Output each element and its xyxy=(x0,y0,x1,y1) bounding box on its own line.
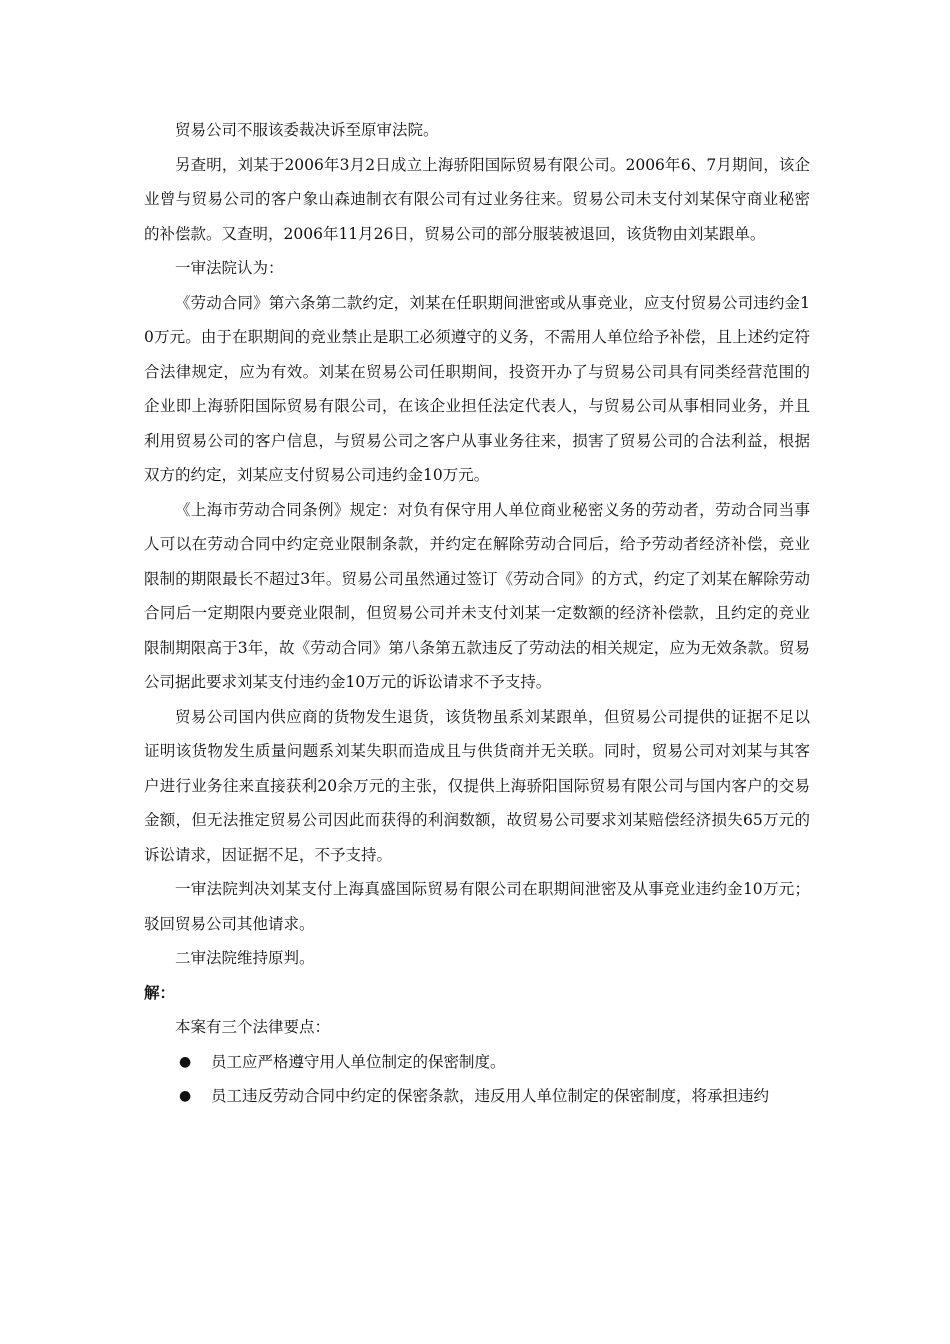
paragraph-returned-goods: 贸易公司国内供应商的货物发生退货，该货物虽系刘某跟单，但贸易公司提供的证据不足以证明该货物发生质量问题系刘某失职而造成且与供货商并无关联。同时，贸易公司对刘某与其客户进行业务往来直接获利20余万元的主张，仅提供上海骄阳国际贸易有限公司与国内客户的交易金额，但无法推定贸易公司因此而获得的利润数额，故贸易公司要求刘某赔偿经济损失65万元的诉讼请求，因证据不足，不予支持。 xyxy=(144,707,810,864)
paragraph-first-instance-opinion: 一审法院认为： xyxy=(175,259,284,277)
bullet-text: 员工违反劳动合同中约定的保密条款，违反用人单位制定的保密制度，将承担违约 xyxy=(211,1087,770,1105)
paragraph-key-points-intro: 本案有三个法律要点： xyxy=(175,1018,331,1036)
paragraph-first-instance-judgment: 一审法院判决刘某支付上海真盛国际贸易有限公司在职期间泄密及从事竞业违约金10万元；驳回贸易公司其他请求。 xyxy=(144,880,810,933)
paragraph-second-instance: 二审法院维持原判。 xyxy=(175,949,315,967)
bullet-dot-icon: ● xyxy=(179,1088,192,1104)
bullet-item xyxy=(144,1079,810,1114)
paragraph-appeal: 贸易公司不服该委裁决诉至原审法院。 xyxy=(175,121,439,139)
bullet-text: 员工应严格遵守用人单位制定的保密制度。 xyxy=(211,1052,506,1071)
paragraph-shanghai-regulation: 《上海市劳动合同条例》规定：对负有保守用人单位商业秘密义务的劳动者，劳动合同当事人可以在劳动合同中约定竞业限制条款，并约定在解除劳动合同后，给予劳动者经济补偿，竞业限制的期限最长不超过3年。贸易公司虽然通过签订《劳动合同》的方式，约定了刘某在解除劳动合同后一定期限内要竞业限制，但贸易公司并未支付刘某一定数额的经济补偿款，且约定的竞业限制期限高于3年，故《劳动合同》第八条第五款违反了劳动法的相关规定，应为无效条款。贸易公司据此要求刘某支付违约金10万元的诉讼请求不予支持。 xyxy=(144,500,810,691)
bullet-item xyxy=(144,1045,810,1080)
document-body xyxy=(144,113,810,1114)
paragraph-further-findings: 另查明，刘某于2006年3月2日成立上海骄阳国际贸易有限公司。2006年6、7月期间，该企业曾与贸易公司的客户象山森迪制衣有限公司有过业务往来。贸易公司未支付刘某保守商业秘密的补偿款。又查明，2006年11月26日，贸易公司的部分服装被退回，该货物由刘某跟单。 xyxy=(144,155,810,243)
section-heading-answer: 解： xyxy=(144,983,176,1002)
paragraph-labor-contract-clause: 《劳动合同》第六条第二款约定，刘某在任职期间泄密或从事竞业，应支付贸易公司违约金10万元。由于在职期间的竞业禁止是职工必须遵守的义务，不需用人单位给予补偿，且上述约定符合法律规定，应为有效。刘某在贸易公司任职期间，投资开办了与贸易公司具有同类经营范围的企业即上海骄阳国际贸易有限公司，在该企业担任法定代表人，与贸易公司从事相同业务，并且利用贸易公司的客户信息，与贸易公司之客户从事业务往来，损害了贸易公司的合法利益，根据双方的约定，刘某应支付贸易公司违约金10万元。 xyxy=(144,293,810,484)
bullet-dot-icon: ● xyxy=(179,1053,192,1070)
